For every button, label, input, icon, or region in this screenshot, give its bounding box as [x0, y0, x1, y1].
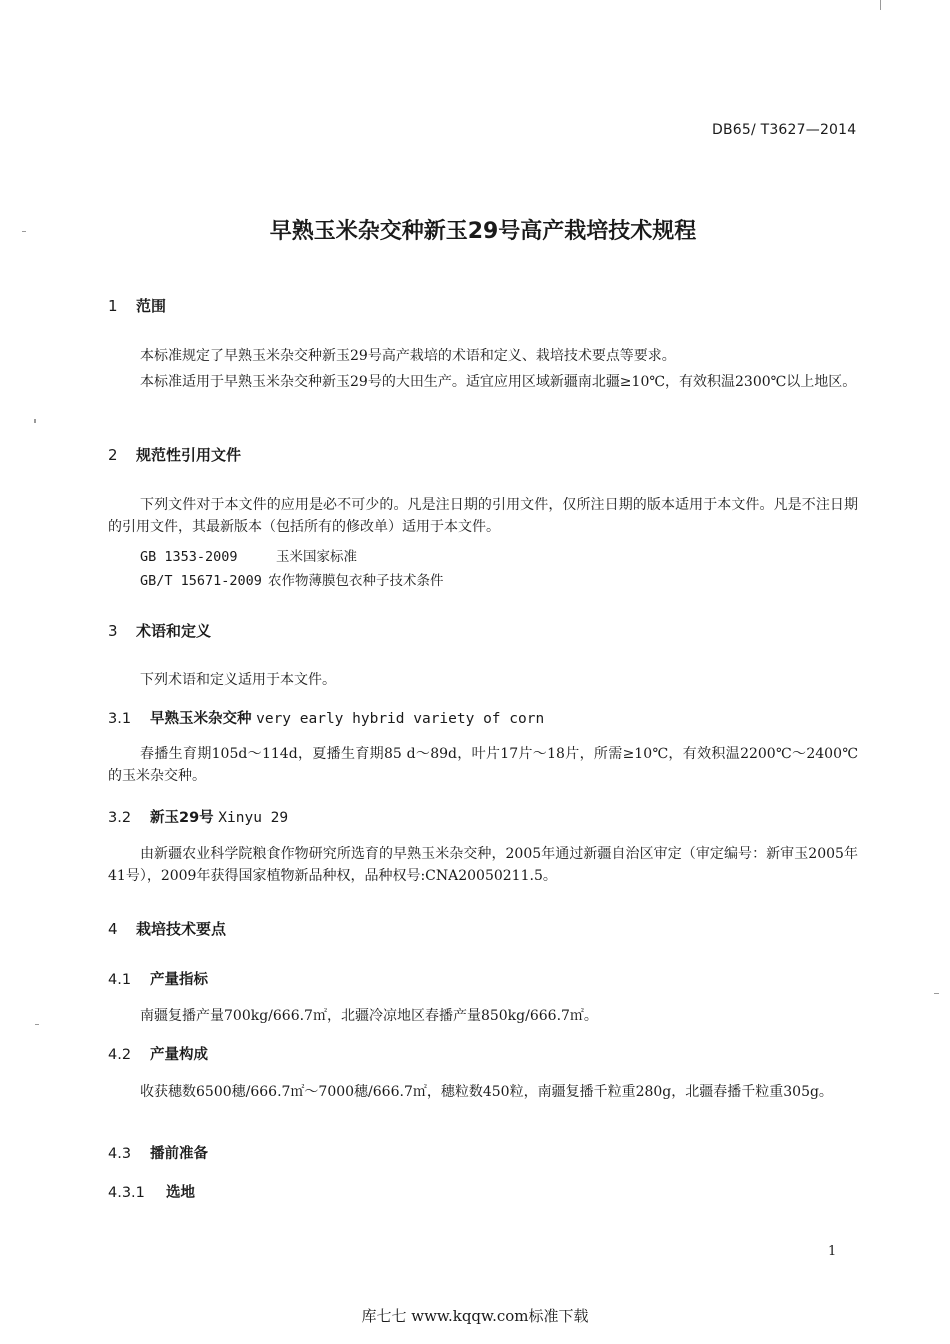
subsection-title: 产量构成 — [150, 1047, 208, 1063]
section-title: 术语和定义 — [136, 622, 212, 640]
section-number: 1 — [108, 297, 118, 315]
reference-item — [140, 545, 357, 565]
paragraph: 本标准适用于早熟玉米杂交种新玉29号的大田生产。适宜应用区域新疆南北疆≥10℃，有效积温2300℃以上地区。 — [140, 374, 857, 390]
section-4-heading — [108, 918, 226, 939]
scan-mark — [880, 0, 881, 10]
reference-name: 玉米国家标准 — [276, 549, 357, 565]
section-number: 3 — [108, 622, 118, 640]
paragraph: 下列术语和定义适用于本文件。 — [140, 672, 336, 688]
page-number: 1 — [828, 1244, 837, 1259]
scan-mark — [22, 231, 26, 232]
paragraph: 春播生育期105d～114d，夏播生育期85 d～89d，叶片17片～18片，所需≥10℃，有效积温2200℃～2400℃的玉米杂交种。 — [108, 746, 858, 784]
section-title: 栽培技术要点 — [136, 920, 227, 938]
subsection-title: 播前准备 — [150, 1146, 208, 1162]
scan-mark — [34, 419, 36, 423]
paragraph: 由新疆农业科学院粮食作物研究所选育的早熟玉米杂交种，2005年通过新疆自治区审定（审定编号：新审玉2005年41号），2009年获得国家植物新品种权，品种权号:CNA20050211.5。 — [108, 846, 858, 884]
reference-code: GB 1353-2009 — [140, 549, 238, 565]
subsection-4-3-1-heading — [108, 1181, 195, 1202]
section-title: 规范性引用文件 — [136, 446, 242, 464]
section-number: 2 — [108, 446, 118, 464]
subsection-number: 4.3 — [108, 1146, 132, 1162]
scan-mark — [35, 1024, 39, 1025]
section-1-heading — [108, 295, 166, 316]
paragraph: 南疆复播产量700kg/666.7㎡，北疆冷凉地区春播产量850kg/666.7㎡。 — [140, 1008, 598, 1024]
scan-mark — [934, 993, 939, 994]
subsection-number: 4.3.1 — [108, 1185, 145, 1201]
subsection-english: very early hybrid variety of corn — [256, 711, 545, 727]
subsection-4-2-heading — [108, 1043, 208, 1064]
section-number: 4 — [108, 920, 118, 938]
document-title: 早熟玉米杂交种新玉29号高产栽培技术规程 — [269, 219, 697, 244]
subsection-english: Xinyu 29 — [218, 810, 289, 826]
subsection-title: 产量指标 — [150, 972, 208, 988]
subsection-4-1-heading — [108, 968, 208, 989]
subsection-4-3-heading — [108, 1142, 208, 1163]
footer-watermark: 库七七 www.kqqw.com标准下载 — [361, 1307, 589, 1325]
section-3-heading — [108, 620, 211, 641]
subsection-number: 4.1 — [108, 972, 132, 988]
paragraph: 下列文件对于本文件的应用是必不可少的。凡是注日期的引用文件，仅所注日期的版本适用于本文件。凡是不注日期的引用文件，其最新版本（包括所有的修改单）适用于本文件。 — [108, 497, 858, 535]
paragraph: 收获穗数6500穗/666.7㎡～7000穗/666.7㎡，穗粒数450粒，南疆复播千粒重280g，北疆春播千粒重305g。 — [140, 1084, 833, 1100]
reference-code: GB/T 15671-2009 — [140, 573, 262, 589]
subsection-number: 4.2 — [108, 1047, 132, 1063]
subsection-number: 3.2 — [108, 810, 132, 826]
reference-name: 农作物薄膜包衣种子技术条件 — [268, 573, 444, 589]
section-title: 范围 — [136, 297, 167, 315]
reference-item — [140, 569, 444, 589]
subsection-title: 新玉29号 — [150, 810, 214, 826]
paragraph: 本标准规定了早熟玉米杂交种新玉29号高产栽培的术语和定义、栽培技术要点等要求。 — [140, 348, 676, 364]
section-2-heading — [108, 444, 241, 465]
standard-code: DB65/ T3627—2014 — [712, 122, 857, 138]
subsection-number: 3.1 — [108, 711, 132, 727]
subsection-3-2-heading — [108, 806, 288, 827]
subsection-title: 早熟玉米杂交种 — [150, 711, 252, 727]
subsection-3-1-heading — [108, 707, 544, 728]
subsection-title: 选地 — [166, 1185, 195, 1201]
